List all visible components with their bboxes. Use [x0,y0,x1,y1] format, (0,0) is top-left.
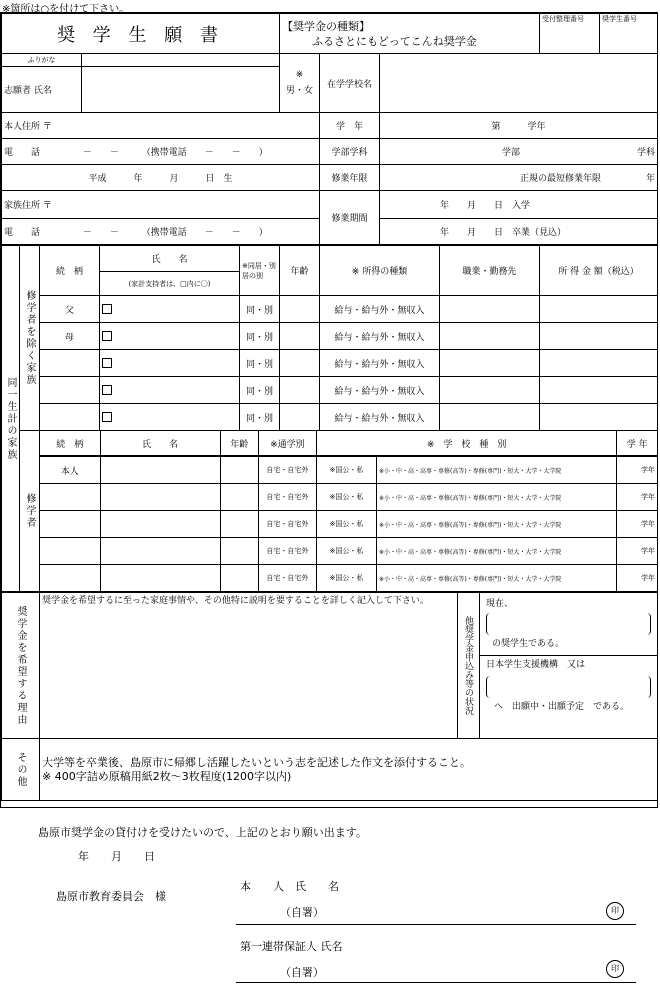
income-cell[interactable] [540,377,658,404]
study-years-label: 修業年限 [320,165,380,191]
sex-options[interactable]: 男・女 [286,86,314,96]
age-cell[interactable] [280,377,320,404]
current-scholarship-label: 現在、 [486,599,514,609]
student-relation-cell[interactable] [40,538,100,564]
family-relation-cell[interactable] [40,350,100,377]
income-cell[interactable] [540,296,658,323]
family-phone-field[interactable]: － － [82,228,119,238]
same-household-side-label: 同一生計の家族 [2,246,20,592]
jasso-tail: へ 出願中・出願予定 である。 [494,702,630,712]
student-relation-cell[interactable] [40,511,100,537]
student-grade-cell[interactable]: 学年 [617,565,657,591]
mobile-field[interactable]: （携帯電話 － － ） [141,148,268,158]
self-name-label: 本 人 氏 名 [240,880,339,893]
scholarship-type-value: ふるさとにもどってこんね奨学金 [312,34,477,48]
student-grade-cell[interactable]: 学年 [617,457,657,483]
job-cell[interactable] [440,377,540,404]
student-row [2,457,658,484]
family-age-header: 年齢 [280,246,320,296]
student-age-cell[interactable] [220,484,258,510]
commute-cell[interactable]: 自宅・自宅外 [258,538,316,564]
student-row [2,565,658,592]
addressee: 島原市教育委員会 様 [56,890,166,903]
family-cohab-header: ※同居・別居の別 [240,246,280,296]
family-table [1,245,658,592]
ownership-cell[interactable]: ※国公・私 [316,565,376,591]
family-phone-label: 電 話 [4,228,41,238]
family-name-subheader: (家計支持者は、□内に〇) [100,272,240,296]
applicant-name-field[interactable] [82,67,280,113]
self-sign-field[interactable]: （自署） [280,906,324,919]
students-side-label: 修学者 [20,431,40,592]
supporter-checkbox[interactable] [102,385,112,395]
income-type-cell[interactable]: 給与・給与外・無収入 [320,404,440,431]
job-cell[interactable] [440,350,540,377]
guarantor-sign-field[interactable]: （自署） [280,966,324,979]
phone-field[interactable]: － － [82,148,119,158]
student-grade-cell[interactable]: 学年 [617,538,657,564]
guarantor-name-label: 第一連帯保証人 氏名 [240,940,343,953]
furigana-label: ふりがな [2,54,82,67]
reason-instruction: 奨学金を希望するに至った家庭事情や、その他特に説明を要することを詳しく記入して下さい。 [42,596,429,606]
grade-label: 学 年 [320,113,380,139]
department-label: 学部学科 [320,139,380,165]
graduation-date-field[interactable]: 年 月 日 卒業（見込） [380,219,658,245]
study-period-label: 修業期間 [320,191,380,245]
reason-field[interactable] [40,593,458,739]
scholar-number-field[interactable]: 奨学生番号 [600,14,658,54]
department-field[interactable]: 学部 学科 [380,139,658,165]
instruction-note: ※箇所は○を付けて下さい。 [2,4,130,15]
address-field[interactable]: 本人住所 〒 [2,113,320,139]
family-name-header: 氏 名 [100,246,240,272]
age-cell[interactable] [280,323,320,350]
students-table [40,431,657,456]
family-relation-cell[interactable] [40,377,100,404]
current-scholarship-tail: の奨学生である。 [492,639,565,649]
income-cell[interactable] [540,404,658,431]
family-income-type-header: ※ 所得の種類 [320,246,440,296]
commute-cell[interactable]: 自宅・自宅外 [258,484,316,510]
family-row [2,377,658,404]
family-relation-header: 続 柄 [40,246,100,296]
student-grade-header: 学 年 [617,431,657,455]
student-age-cell[interactable] [220,538,258,564]
reception-number-field[interactable]: 受付整理番号 [540,14,600,54]
school-kind-cell[interactable]: ※小・中・高・高専・専修(高等)・専修(専門)・短大・大学・大学院 [377,484,617,510]
income-type-cell[interactable]: 給与・給与外・無収入 [320,323,440,350]
student-relation-cell[interactable] [40,484,100,510]
applicant-table [1,13,658,245]
seal-icon: 印 [606,960,624,978]
student-relation-header: 続 柄 [40,431,100,455]
commute-header: ※通学別 [258,431,316,455]
family-relation-cell[interactable]: 母 [40,323,100,350]
signature-section [0,810,660,985]
income-type-cell[interactable]: 給与・給与外・無収入 [320,350,440,377]
study-years-field[interactable]: 正規の最短修業年限 年 [380,165,658,191]
student-relation-cell[interactable]: 本人 [40,457,100,483]
student-name-header: 氏 名 [100,431,220,455]
reason-table [1,592,658,801]
income-cell[interactable] [540,323,658,350]
family-income-header: 所 得 金 額（税込） [540,246,658,296]
family-mobile-field[interactable]: （携帯電話 － － ） [141,228,268,238]
ownership-cell[interactable]: ※国公・私 [316,484,376,510]
cohab-cell[interactable]: 同・別 [240,323,280,350]
age-cell[interactable] [280,404,320,431]
family-relation-cell[interactable] [40,404,100,431]
cohab-cell[interactable]: 同・別 [240,377,280,404]
supporter-checkbox[interactable] [102,304,112,314]
request-statement: 島原市奨学金の貸付けを受けたいので、上記のとおり願い出ます。 [38,826,367,839]
student-row [2,538,658,565]
student-name-cell[interactable] [100,457,220,483]
supporter-checkbox[interactable] [102,331,112,341]
phone-label: 電 話 [4,148,41,158]
other-family-side-label: 修学者を除く家族 [20,246,40,431]
cohab-cell[interactable]: 同・別 [240,350,280,377]
family-relation-cell[interactable]: 父 [40,296,100,323]
income-cell[interactable] [540,350,658,377]
current-scholarship-field[interactable] [486,613,651,635]
school-kind-cell[interactable]: ※小・中・高・高専・専修(高等)・専修(専門)・短大・大学・大学院 [377,565,617,591]
commute-cell[interactable]: 自宅・自宅外 [258,565,316,591]
student-relation-cell[interactable] [40,565,100,591]
income-type-cell[interactable]: 給与・給与外・無収入 [320,296,440,323]
student-name-cell[interactable] [100,538,220,564]
student-age-header: 年齢 [220,431,258,455]
self-sign-line [236,924,636,925]
student-grade-cell[interactable]: 学年 [617,484,657,510]
sex-mark: ※ [295,70,304,80]
student-age-cell[interactable] [220,565,258,591]
other-note-2: ※ 400字詰め原稿用紙2枚～3枚程度(1200字以内) [42,769,292,783]
student-row [2,511,658,538]
date-field[interactable]: 年 月 日 [78,850,155,863]
other-note-1: 大学等を卒業後、島原市に帰郷し活躍したいという志を記述した作文を添付すること。 [42,755,471,769]
student-row [2,484,658,511]
form-title: 奨 学 生 願 書 [2,14,280,54]
grade-field[interactable]: 第 学年 [380,113,658,139]
student-name-cell[interactable] [100,511,220,537]
jasso-label: 日本学生支援機構 又は [480,655,657,674]
supporter-checkbox[interactable] [102,412,112,422]
student-age-cell[interactable] [220,511,258,537]
student-grade-cell[interactable]: 学年 [617,511,657,537]
student-name-cell[interactable] [100,565,220,591]
school-kind-cell[interactable]: ※小・中・高・高専・専修(高等)・専修(専門)・短大・大学・大学院 [377,538,617,564]
cohab-cell[interactable]: 同・別 [240,404,280,431]
commute-cell[interactable]: 自宅・自宅外 [258,457,316,483]
age-cell[interactable] [280,350,320,377]
entry-date-field[interactable]: 年 月 日 入学 [380,191,658,219]
school-name-field[interactable] [380,54,658,113]
ownership-cell[interactable]: ※国公・私 [316,457,376,483]
commute-cell[interactable]: 自宅・自宅外 [258,511,316,537]
other-scholarship-side-label: 他奨学金申込み等の状況 [458,593,480,739]
family-row [2,404,658,431]
birth-date-field[interactable]: 平成 年 月 日 生 [2,165,320,191]
ownership-cell[interactable]: ※国公・私 [316,511,376,537]
family-row [2,296,658,323]
school-kind-header: ※ 学 校 種 別 [316,431,616,455]
job-cell[interactable] [440,404,540,431]
school-label: 在学学校名 [320,54,380,113]
family-address-field[interactable]: 家族住所 〒 [2,191,320,219]
student-age-cell[interactable] [220,457,258,483]
other-side-label: その他 [2,739,40,801]
supporter-checkbox[interactable] [102,358,112,368]
scholarship-type-label: 【奨学金の種類】 [282,19,371,33]
school-kind-cell[interactable]: ※小・中・高・高専・専修(高等)・専修(専門)・短大・大学・大学院 [377,457,617,483]
cohab-cell[interactable]: 同・別 [240,296,280,323]
guarantor-sign-line [236,982,636,983]
seal-icon: 印 [606,902,624,920]
jasso-field[interactable] [486,676,651,698]
school-kind-cell[interactable]: ※小・中・高・高専・専修(高等)・専修(専門)・短大・大学・大学院 [377,511,617,537]
student-name-cell[interactable] [100,484,220,510]
family-row [2,350,658,377]
income-type-cell[interactable]: 給与・給与外・無収入 [320,377,440,404]
job-cell[interactable] [440,323,540,350]
age-cell[interactable] [280,296,320,323]
reason-side-label: 奨学金を希望する理由 [2,593,40,739]
ownership-cell[interactable]: ※国公・私 [316,538,376,564]
applicant-name-label: 志願者 氏名 [2,67,82,113]
family-row [2,323,658,350]
furigana-field[interactable] [82,54,280,67]
family-job-header: 職業・勤務先 [440,246,540,296]
application-form [0,12,658,808]
job-cell[interactable] [440,296,540,323]
